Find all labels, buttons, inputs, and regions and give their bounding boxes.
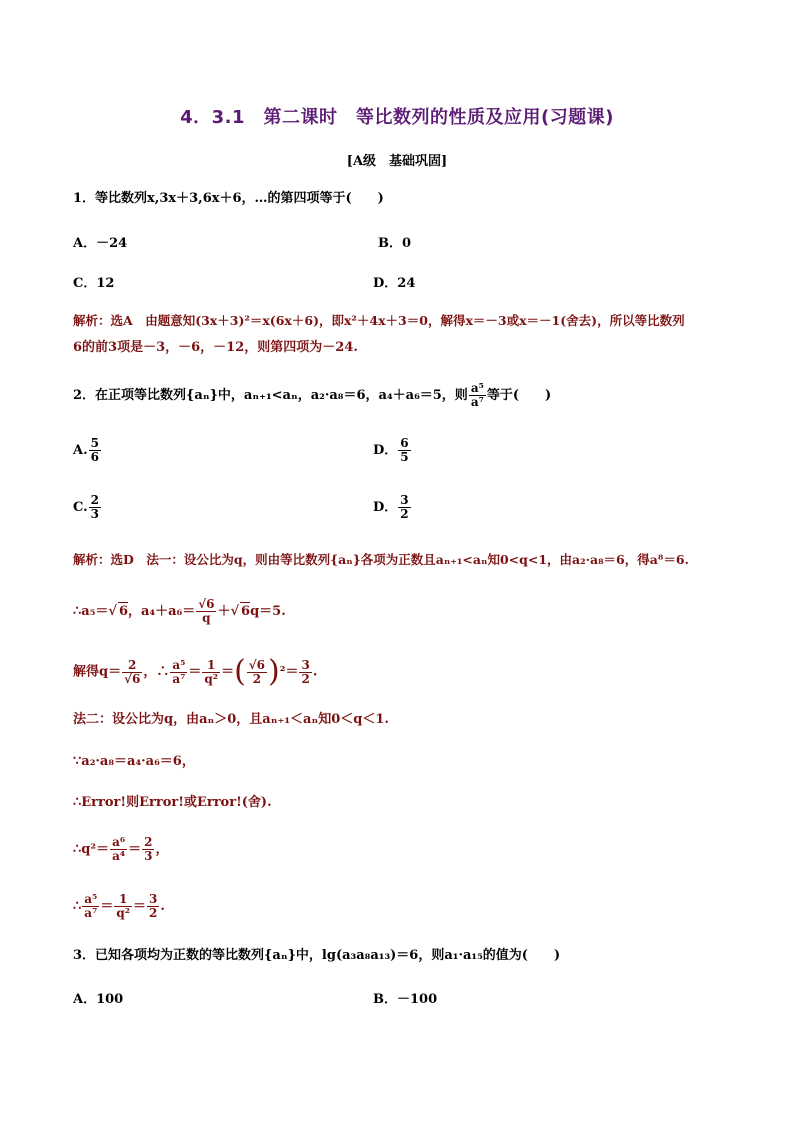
option-label: D． [373,443,398,458]
option-label: C. [73,500,88,515]
text: ∴a₅＝ [73,604,109,619]
fraction-denominator: 3 [144,849,153,863]
q2-solution-line-8 [73,893,165,920]
text: . [312,664,318,680]
q2-option-c [73,494,102,521]
q2-solution-line-6: ∴Error!则Error!或Error!(舍). [73,795,272,810]
text: ，∴ [143,664,170,680]
fraction-denominator: a⁷ [470,395,484,409]
fraction-denominator: a⁷ [84,906,98,920]
text: ＋ [217,604,231,619]
radicand: 6 [118,604,128,619]
fraction-numerator: 1 [202,659,220,673]
fraction-numerator: 1 [114,893,132,907]
q2-option-a [73,437,102,464]
question-3-stem: 3．已知各项均为正数的等比数列{aₙ}中，lg(a₃a₈a₁₃)＝6，则a₁·a₁₅的值为( ) [73,948,561,963]
q1-option-a: A．－24 [73,236,128,251]
text: ＝ [100,899,114,914]
q3-option-b: B．－100 [373,992,438,1007]
page-title: 4．3.1 第二课时 等比数列的性质及应用(习题课) [180,107,614,128]
q2-solution-line-4: 法二：设公比为q，由aₙ＞0，且aₙ₊₁＜aₙ知0＜q＜1. [73,712,389,727]
section-heading: [A级 基础巩固] [346,154,448,169]
option-label: D． [373,500,398,515]
fraction-denominator: 3 [90,507,100,521]
text: q＝5. [250,604,286,619]
fraction-numerator: 3 [149,892,158,906]
fraction-numerator: a⁵ [470,381,484,395]
radicand: 6 [241,604,251,619]
text: ＝ [188,664,202,680]
text: 解得q＝ [73,664,122,680]
fraction-denominator: 2 [400,507,409,521]
fraction-denominator: 2 [252,671,262,686]
fraction-numerator: 2 [144,835,153,849]
fraction-numerator: 6 [400,436,409,450]
q1-option-b: B．0 [378,236,412,251]
fraction-numerator: √6 [198,597,215,611]
text: ²＝ [279,664,299,680]
fraction-denominator: a⁴ [112,849,126,863]
fraction-numerator: 2 [90,493,100,507]
text: . [160,899,165,914]
q3-option-a: A．100 [73,992,124,1007]
text: ，a₄＋a₆＝ [127,604,196,619]
q1-option-d: D．24 [373,276,416,291]
q1-solution-line-1: 解析：选A 由题意知(3x＋3)²＝x(6x＋6)，即x²＋4x＋3＝0，解得x＝－3或x＝－1(舍去)，所以等比数列 [73,313,685,328]
q1-option-c: C．12 [73,276,115,291]
fraction-denominator: q² [116,906,130,920]
fraction-denominator: a⁷ [172,671,186,686]
q2-solution-line-5: ∵a₂·a₈＝a₄·a₆＝6， [73,754,195,769]
fraction-numerator: a⁵ [84,892,98,906]
text: ∴ [73,899,82,914]
fraction-numerator: 2 [122,659,142,673]
fraction-denominator: 6 [90,450,99,464]
fraction-numerator: 3 [400,493,409,507]
q2-solution-line-7 [73,836,168,863]
q2-option-d-first [373,437,412,464]
q2-stem-fraction [469,382,486,409]
text: ， [155,842,169,857]
text: ＝ [221,664,235,680]
fraction-denominator: √6 [124,671,141,686]
fraction-numerator: 5 [90,436,99,450]
q1-solution-line-2: 6的前3项是－3，－6，－12，则第四项为－24. [73,340,358,355]
q2-solution-line-1: 解析：选D 法一：设公比为q，则由等比数列{aₙ}各项为正数且aₙ₊₁<aₙ知0<q<1，由a₂·a₈＝6，得a⁸＝6. [73,552,689,567]
fraction-denominator: 2 [149,906,158,920]
text: ∴q²＝ [73,842,110,857]
fraction-denominator: 2 [301,671,310,686]
fraction-numerator: √6 [248,657,266,672]
fraction-denominator: q² [204,671,219,686]
q2-stem-tail: 等于( ) [486,388,552,403]
fraction-numerator: a⁵ [172,657,186,672]
q2-stem-text: 2．在正项等比数列{aₙ}中，aₙ₊₁<aₙ，a₂·a₈＝6，a₄＋a₆＝5，则 [73,388,468,403]
text: ＝ [128,842,142,857]
q2-solution-line-2: ∴a₅＝√ 6，a₄＋a₆＝ $\frac{√6}{q}$ ＋√ 6q＝5. [73,597,286,625]
fraction-numerator: 3 [301,657,310,672]
q2-solution-line-3: 解得q＝ $\frac{2}{√6}$ ，∴ $\frac{\text{a⁵}}{\text{a⁷}}$ ＝ $\frac{1}{\text{q²}}$ ＝( $\frac{√6}{2}$ )²＝ $\frac{3}{2}$ . [73,654,318,689]
fraction-denominator: q [202,611,211,625]
fraction-numerator: a⁶ [112,835,126,849]
option-label: A. [73,443,88,458]
text: ＝ [132,899,146,914]
q2-option-d [373,494,412,521]
question-1-stem: 1．等比数列x,3x＋3,6x＋6，…的第四项等于( ) [73,191,384,206]
question-2-stem [73,382,551,409]
fraction-denominator: 5 [400,450,409,464]
